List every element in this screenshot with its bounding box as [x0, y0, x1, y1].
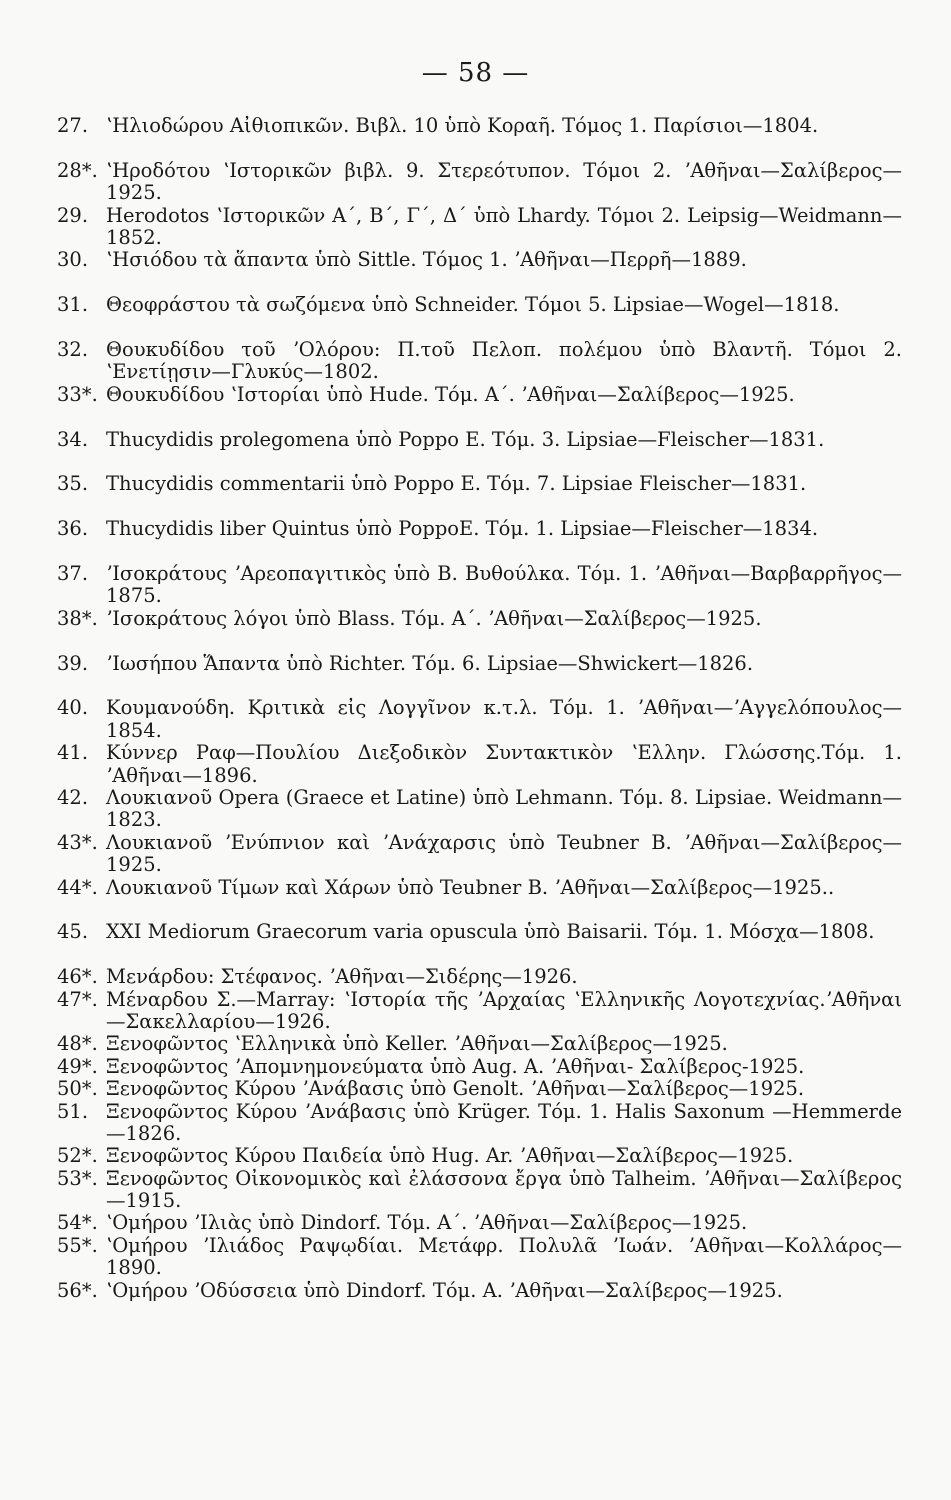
entry-text: Ξενοφῶντος Οἰκονομικὸς καὶ ἐλάσσονα ἔργα ὑπὸ Talheim. ʼΑθῆναι—Σαλίβερος—1915. [106, 1167, 902, 1213]
bibliography-entry [57, 1145, 902, 1167]
bibliography-entry [57, 429, 902, 474]
entry-number: 40. [57, 697, 89, 720]
bibliography-entry [57, 160, 902, 205]
entry-text: ʽΗλιοδώρου Αἰθιοπικῶν. Βιβλ. 10 ὑπὸ Κοραῆ. Τόμος 1. Παρίσιοι—1804. [106, 115, 819, 137]
bibliography-entry [57, 787, 902, 832]
entry-number: 31. [57, 294, 89, 317]
entry-number: 54*. [57, 1212, 98, 1235]
bibliography-entry [57, 1168, 902, 1213]
entry-number: 51. [57, 1100, 89, 1123]
bibliography-entry [57, 877, 902, 922]
entry-number: 55*. [57, 1234, 98, 1257]
entry-number: 30. [57, 249, 89, 272]
entry-text: Ξενοφῶντος Κύρου ʼΑνάβασις ὑπὸ Krüger. Τόμ. 1. Halis Saxonum —Hemmerde—1826. [106, 1100, 902, 1145]
entry-text: ʽΗροδότου ʽΙστορικῶν βιβλ. 9. Στερεότυπον. Τόμοι 2. ʼΑθῆναι—Σαλίβερος—1925. [106, 159, 902, 205]
entry-text: ʽΗσιόδου τὰ ἅπαντα ὑπὸ Sittle. Τόμος 1. ʼΑθῆναι—Περρῆ—1889. [106, 249, 747, 272]
entry-number: 42. [57, 786, 89, 809]
bibliography-entry [57, 742, 902, 787]
entry-number: 47*. [57, 988, 98, 1011]
entry-text: ʽΟμήρου ʼΟδύσσεια ὑπὸ Dindorf. Τόμ. Α. ʼΑθῆναι—Σαλίβερος—1925. [106, 1279, 783, 1302]
bibliography-entry [57, 1280, 902, 1302]
bibliography-entry [57, 563, 902, 608]
entry-number: 50*. [57, 1078, 98, 1101]
bibliography-entry [57, 294, 902, 339]
entry-text: Λουκιανοῦ Opera (Graece et Latine) ὑπὸ Lehmann. Τόμ. 8. Lipsiae. Weidmann—1823. [106, 786, 902, 832]
entry-text: Ξενοφῶντος ʼΑπομνημονεύματα ὑπὸ Aug. A. ʼΑθῆναι- Σαλίβερος-1925. [106, 1055, 805, 1078]
entry-text: Thucydidis liber Quintus ὑπὸ PoppoE. Τόμ. 1. Lipsiae—Fleischer—1834. [106, 518, 819, 541]
entry-text: Ξενοφῶντος Κύρου ʼΑνάβασις ὑπὸ Genolt. ʼΑθῆναι—Σαλίβερος—1925. [106, 1078, 805, 1101]
entry-number: 34. [57, 428, 89, 451]
entry-number: 49*. [57, 1055, 98, 1078]
entry-number: 32. [57, 338, 89, 361]
bibliography-entry [57, 989, 902, 1034]
entry-number: 39. [57, 652, 89, 675]
bibliography-entry [57, 249, 902, 294]
page-number: — 58 — [421, 58, 530, 88]
entry-number: 45. [57, 921, 89, 944]
entry-number: 46*. [57, 966, 98, 989]
entry-text: Μέναρδου Σ.—Marray: ʽΙστορία τῆς ʼΑρχαίας ʽΕλληνικῆς Λογοτεχνίας.ʼΑθῆναι—Σακελλαρίου—1926. [106, 988, 902, 1033]
entry-text: Thucydidis commentarii ὑπὸ Poppo Ε. Τόμ. 7. Lipsiae Fleischer—1831. [106, 473, 807, 496]
bibliography-entry [57, 1078, 902, 1100]
bibliography-entry [57, 1235, 902, 1280]
entry-text: ʼΙσοκράτους ʼΑρεοπαγιτικὸς ὑπὸ Β. Βυθούλκα. Τόμ. 1. ʼΑθῆναι—Βαρβαρρῆγος—1875. [106, 562, 902, 608]
entry-text: ʽΟμήρου ʼΙλιάδος Ραψῳδίαι. Μετάφρ. Πολυλᾶ ʼΙωάν. ʼΑθῆναι—Κολλάρος—1890. [106, 1234, 902, 1280]
entry-text: Λουκιανοῦ Τίμων καὶ Χάρων ὑπὸ Teubner Β. ʼΑθῆναι—Σαλίβερος—1925.. [106, 876, 835, 899]
bibliography-list [57, 115, 902, 1302]
entry-number: 35. [57, 473, 89, 496]
bibliography-entry [57, 1101, 902, 1146]
bibliography-entry [57, 473, 902, 518]
entry-text: Θουκυδίδου τοῦ ʼΟλόρου: Π.τοῦ Πελοπ. πολέμου ὑπὸ Βλαντῆ. Τόμοι 2. ʽΕνετίῃσιν—Γλυκύς—1802. [106, 338, 902, 384]
entry-number: 28*. [57, 159, 98, 182]
entry-number: 41. [57, 742, 89, 765]
bibliography-entry [57, 384, 902, 429]
bibliography-entry [57, 697, 902, 742]
entry-text: Μενάρδου: Στέφανος. ʼΑθῆναι—Σιδέρης—1926. [106, 966, 578, 989]
bibliography-entry [57, 653, 902, 698]
bibliography-entry [57, 608, 902, 653]
bibliography-entry [57, 832, 902, 877]
entry-text: Ξενοφῶντος ʽΕλληνικὰ ὑπὸ Keller. ʼΑθῆναι—Σαλίβερος—1925. [106, 1033, 728, 1056]
entry-number: 38*. [57, 607, 98, 630]
entry-number: 27. [57, 115, 89, 137]
bibliography-entry [57, 205, 902, 250]
entry-text: ʼΙσοκράτους λόγοι ὑπὸ Blass. Τόμ. Α΄. ʼΑθῆναι—Σαλίβερος—1925. [106, 607, 762, 630]
entry-text: Θουκυδίδου ʽΙστορίαι ὑπὸ Hude. Τόμ. Α΄. ʼΑθῆναι—Σαλίβερος—1925. [106, 383, 795, 406]
bibliography-entry [57, 1212, 902, 1234]
entry-number: 43*. [57, 831, 98, 854]
entry-text: Herodotos ʽΙστορικῶν Α΄, Β΄, Γ΄, Δ΄ ὑπὸ Lhardy. Τόμοι 2. Leipsig—Weidmann—1852. [106, 204, 902, 249]
entry-text: Θεοφράστου τὰ σωζόμενα ὑπὸ Schneider. Τόμοι 5. Lipsiae—Wogel—1818. [106, 294, 840, 317]
entry-number: 29. [57, 204, 89, 227]
entry-text: ʽΟμήρου ʼΙλιὰς ὑπὸ Dindorf. Τόμ. Α΄. ʼΑθῆναι—Σαλίβερος—1925. [106, 1212, 748, 1235]
bibliography-entry [57, 921, 902, 966]
entry-number: 56*. [57, 1279, 98, 1302]
bibliography-entry [57, 1033, 902, 1055]
entry-number: 48*. [57, 1033, 98, 1056]
entry-text: XXI Mediorum Graecorum varia opuscula ὑπὸ Baisarii. Τόμ. 1. Μόσχα—1808. [106, 921, 875, 944]
bibliography-entry [57, 115, 902, 160]
bibliography-entry [57, 1056, 902, 1078]
entry-number: 44*. [57, 876, 98, 899]
bibliography-entry [57, 518, 902, 563]
bibliography-entry [57, 966, 902, 988]
entry-number: 36. [57, 518, 89, 541]
entry-text: Λουκιανοῦ ʼΕνύπνιον καὶ ʼΑνάχαρσις ὑπὸ Teubner Β. ʼΑθῆναι—Σαλίβερος—1925. [106, 831, 902, 877]
entry-number: 52*. [57, 1145, 98, 1168]
entry-number: 53*. [57, 1167, 98, 1190]
entry-number: 33*. [57, 383, 98, 406]
entry-text: Κύννερ Ραφ—Πουλίου Διεξοδικὸν Συντακτικὸν ʽΕλλην. Γλώσσης.Τόμ. 1. ʼΑθῆναι—1896. [106, 742, 902, 787]
entry-text: Thucydidis prolegomena ὑπὸ Poppo Ε. Τόμ. 3. Lipsiae—Fleischer—1831. [106, 428, 825, 451]
bibliography-entry [57, 339, 902, 384]
entry-text: ʼΙωσήπου Ἅπαντα ὑπὸ Richter. Τόμ. 6. Lipsiae—Shwickert—1826. [106, 652, 754, 675]
entry-text: Ξενοφῶντος Κύρου Παιδεία ὑπὸ Hug. Ar. ʼΑθῆναι—Σαλίβερος—1925. [106, 1145, 794, 1168]
entry-number: 37. [57, 562, 89, 585]
entry-text: Κουμανούδη. Κριτικὰ εἰς Λογγῖνον κ.τ.λ. Τόμ. 1. ʼΑθῆναι—ʼΑγγελόπουλος—1854. [106, 697, 902, 742]
